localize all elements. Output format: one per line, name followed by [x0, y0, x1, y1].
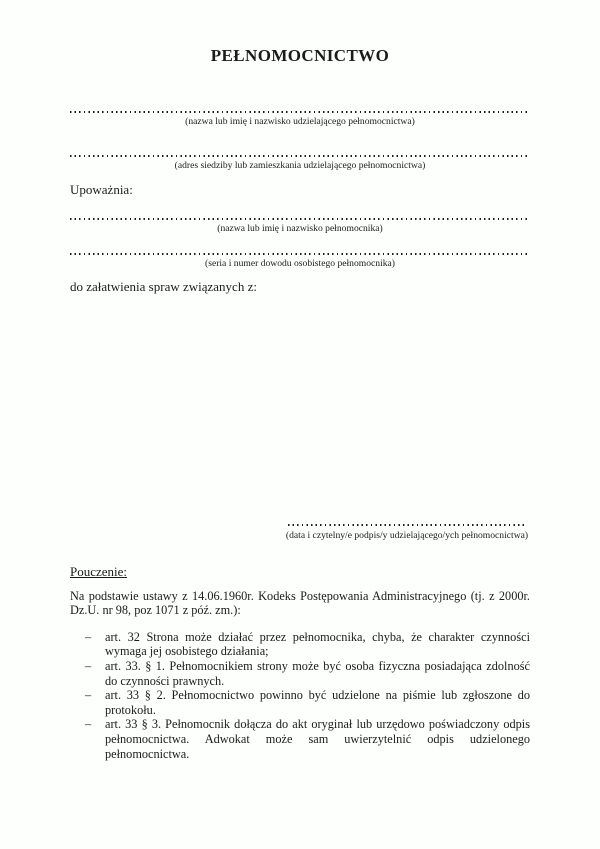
grantor-address-field: [70, 155, 530, 172]
notice-list: [70, 630, 530, 761]
scope-label: do załatwienia spraw związanych z:: [70, 279, 257, 294]
dotted-fill-line: [70, 111, 530, 113]
dotted-fill-line: [288, 524, 526, 526]
signature-field: [284, 524, 530, 542]
field-caption: (nazwa lub imię i nazwisko udzielającego pełnomocnictwa): [185, 116, 415, 127]
dotted-fill-line: [70, 218, 530, 220]
notice-intro: Na podstawie ustawy z 14.06.1960r. Kodeks Postępowania Administracyjnego (tj. z 2000r. Dz.U. nr 98, poz 1071 z póź. zm.):: [70, 589, 530, 617]
field-caption: (adres siedziby lub zamieszkania udzielającego pełnomocnictwa): [174, 160, 426, 171]
document-title: PEŁNOMOCNICTWO: [210, 46, 390, 65]
agent-name-field: [70, 218, 530, 235]
dotted-fill-line: [70, 253, 530, 255]
notice-item: – art. 32 Strona może działać przez pełnomocnika, chyba, że charakter czynności wymaga jej osobistego działania;: [105, 630, 530, 659]
dotted-fill-line: [70, 155, 530, 157]
notice-heading: Pouczenie:: [70, 564, 128, 579]
field-caption: (seria i numer dowodu osobistego pełnomocnika): [205, 258, 395, 269]
notice-item: – art. 33 § 3. Pełnomocnik dołącza do akt oryginał lub urzędowo poświadczony odpis pełnomocnictwa. Adwokat może sam uwierzytelnić odpis udzielonego pełnomocnictwa.: [105, 717, 530, 761]
authorizes-label: Upoważnia:: [70, 182, 133, 197]
notice-item: – art. 33. § 1. Pełnomocnikiem strony może być osoba fizyczna posiadająca zdolność do czynności prawnych.: [105, 659, 530, 688]
grantor-name-field: [70, 111, 530, 128]
field-caption: (nazwa lub imię i nazwisko pełnomocnika): [217, 223, 383, 234]
signature-caption: (data i czytelny/e podpis/y udzielającego/ych pełnomocnictwa): [285, 530, 529, 541]
agent-id-field: [70, 253, 530, 270]
notice-item: – art. 33 § 2. Pełnomocnictwo powinno być udzielone na piśmie lub zgłoszone do protokołu.: [105, 688, 530, 717]
